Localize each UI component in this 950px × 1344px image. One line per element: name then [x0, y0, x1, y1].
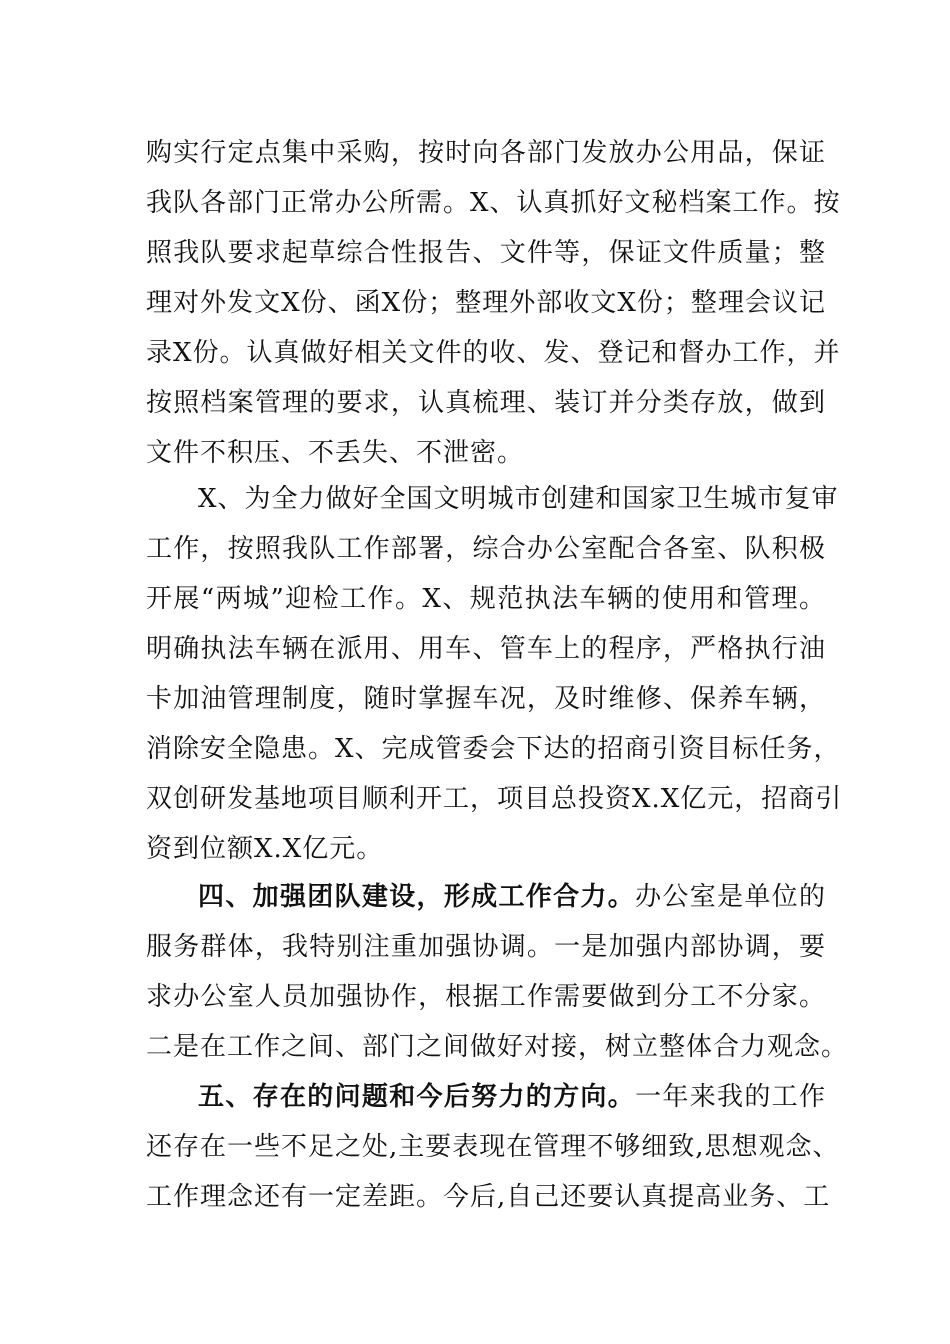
text-line: 理对外发文X份、函X份；整理外部收文X份；整理会议记 [146, 288, 826, 318]
text-span: 办公室是单位的 [635, 882, 826, 912]
text-line: 卡加油管理制度，随时掌握车况，及时维修、保养车辆， [146, 684, 826, 714]
text-line: 服务群体，我特别注重加强协调。一是加强内部协调，要 [146, 932, 826, 962]
text-line: 双创研发基地项目顺利开工，项目总投资X.X亿元，招商引 [146, 784, 843, 814]
text-line: 还存在一些不足之处,主要表现在管理不够细致,思想观念、 [146, 1132, 840, 1162]
text-line: 按照档案管理的要求，认真梳理、装订并分类存放，做到 [146, 388, 826, 418]
text-line: 开展“两城”迎检工作。X、规范执法车辆的使用和管理。 [146, 584, 826, 614]
text-line: 求办公室人员加强协作，根据工作需要做到分工不分家。 [146, 982, 826, 1012]
section-five-first-line [198, 1072, 826, 1122]
text-line: 明确执法车辆在派用、用车、管车上的程序，严格执行油 [146, 634, 826, 664]
text-line: 我队各部门正常办公所需。X、认真抓好文秘档案工作。按 [146, 188, 841, 218]
text-line: 消除安全隐患。X、完成管委会下达的招商引资目标任务， [146, 734, 841, 764]
text-line: 购实行定点集中采购，按时向各部门发放办公用品，保证 [146, 138, 826, 168]
text-line: 录X份。认真做好相关文件的收、发、登记和督办工作，并 [146, 338, 841, 368]
section-four-first-line [198, 872, 826, 922]
section-heading: 五、存在的问题和今后努力的方向。 [198, 1082, 636, 1112]
paragraph-first-line: X、为全力做好全国文明城市创建和国家卫生城市复审 [198, 484, 839, 514]
text-line: 照我队要求起草综合性报告、文件等，保证文件质量；整 [146, 238, 826, 268]
text-line: 工作，按照我队工作部署，综合办公室配合各室、队积极 [146, 534, 826, 564]
text-span: 一年来我的工作 [635, 1082, 826, 1112]
text-line: 文件不积压、不丢失、不泄密。 [146, 438, 525, 468]
text-line: 二是在工作之间、部门之间做好对接，树立整体合力观念。 [146, 1032, 849, 1062]
section-heading: 四、加强团队建设，形成工作合力。 [198, 882, 636, 912]
text-line: 资到位额X.X亿元。 [146, 834, 384, 864]
text-line: 工作理念还有一定差距。今后,自己还要认真提高业务、工 [146, 1182, 831, 1212]
